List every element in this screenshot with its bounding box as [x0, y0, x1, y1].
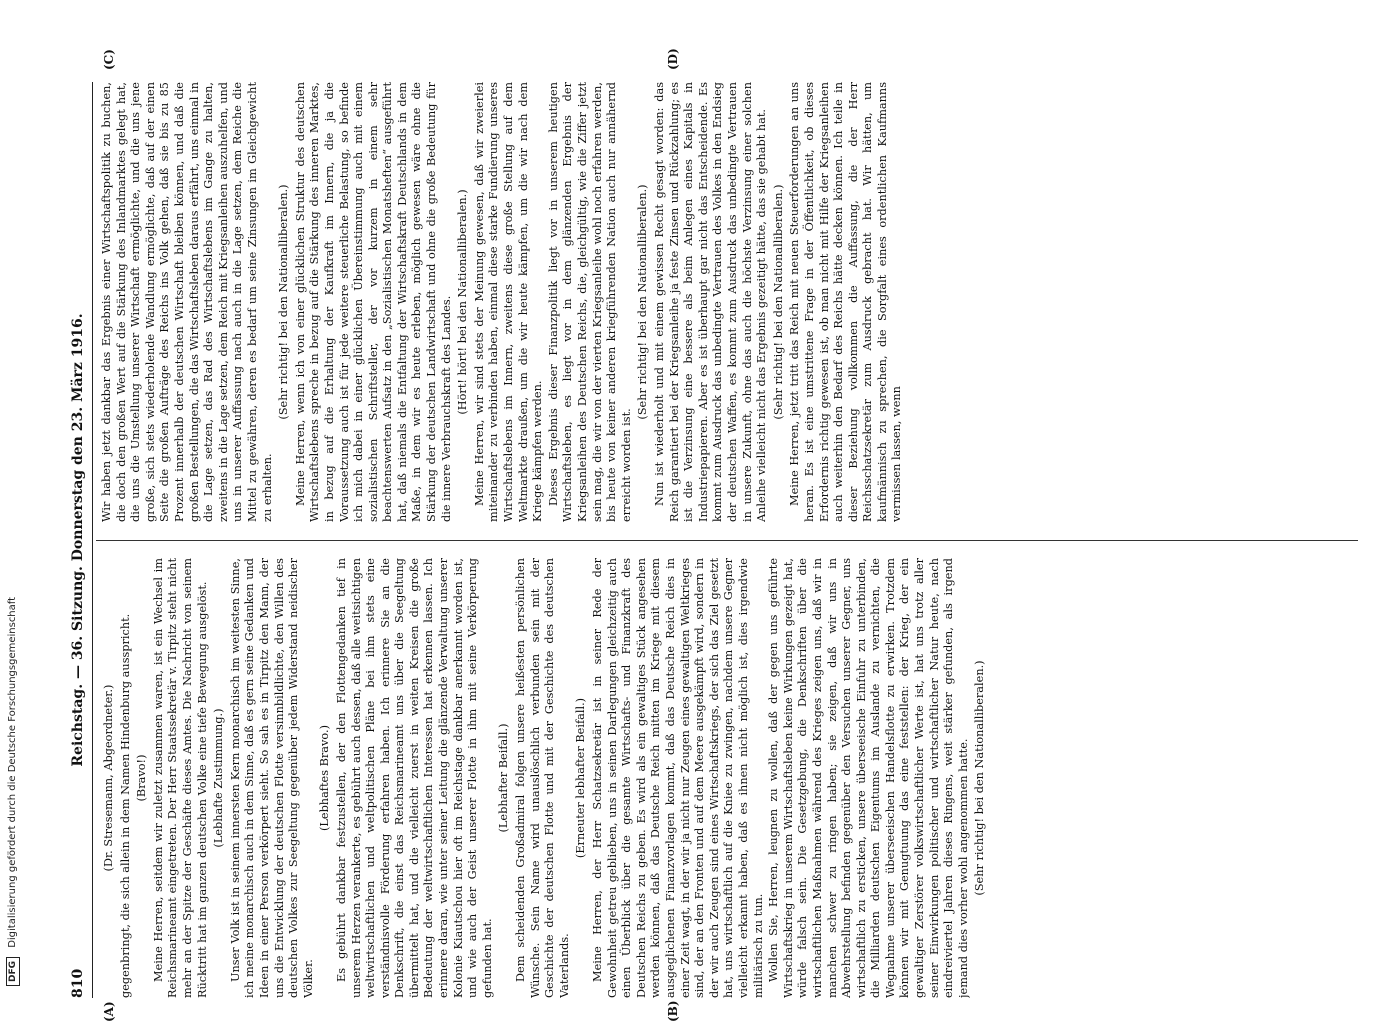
page-header — [66, 82, 93, 998]
paragraph: Meine Herren, wenn ich von einer glücklichen Struktur des deutschen Wirtschaftslebens spreche in bezug auf die Stärkung des inneren Marktes, in bezug auf die Erhaltung der Kaufkraft im Innern, die ja die Voraussetzung auch ist für jede weitere steuerliche Belastung, so befinde ich mich dabei in einer glücklichen Übereinstimmung auch mit einem sozialistischen Schriftsteller, der vor kurzem in einem sehr beachtenswerten Aufsatz in den „Sozialistischen Monatsheften“ ausgeführt hat, daß niemals die Entfaltung der Wirtschaftskraft Deutschlands in dem Maße, in dem wir es heute erleben, möglich gewesen wäre ohne die Stärkung der deutschen Landwirtschaft und ohne die große Bedeutung für die innere Verbrauchskraft des Landes. — [294, 82, 455, 522]
digitization-credit — [6, 56, 20, 986]
running-title: Reichstag. — 36. Sitzung. Donnerstag den 23. März 1916. — [70, 82, 86, 998]
paragraph: Dem scheidenden Großadmiral folgen unsere heißesten persönlichen Wünsche. Sein Name wird unauslöschlich verbunden sein mit der Geschichte der deutschen Flotte und mit der Geschichte des deutschen Vaterlands. — [514, 558, 572, 998]
reaction: (Sehr richtig! bei den Nationalliberalen.) — [973, 558, 988, 998]
reaction: (Hört! hört! bei den Nationalliberalen.) — [456, 82, 471, 522]
reaction: (Lebhafter Beifall.) — [497, 558, 512, 998]
paragraph: Meine Herren, der Herr Schatzsekretär ist in seiner Rede der Gewohnheit getreu geblieben, uns in seinen Darlegungen gleichzeitig auch einen Überblick über die gesamte Wirtschafts- und Finanzkraft des Deutschen Reichs zu geben. Es wird als ein gewaltiges Stück angesehen werden können, daß das Deutsche Reich mitten im Kriege mit diesem ausgeglichenen Finanzvorlagen kommt, daß das Deutsche Reich dies in einer Zeit wagt, in der wir ja nicht nur Zeugen eines gewaltigen Weltkrieges sind, der an den Fronten und auf dem Meere ausgekämpft wird, sondern in der wir auch Zeugen sind eines Wirtschaftskriegs, der sich das Ziel gesetzt hat, uns wirtschaftlich auf die Kniee zu zwingen, nachdem unsere Gegner vielleicht erkannt haben, daß es ihnen nicht möglich ist, dies irgendwie militärisch zu tun. — [591, 558, 766, 998]
reaction: (Lebhafte Zustimmung.) — [212, 558, 227, 998]
reaction: (Lebhaftes Bravo.) — [318, 558, 333, 998]
paragraph: Meine Herren, jetzt tritt das Reich mit neuen Steuerforderungen an uns heran. Es ist eine umstrittene Frage in der Öffentlichkeit, ob dieses Erfordernis richtig gewesen ist, ob man nicht mit Hilfe der Kriegsanleihen auch weiterhin den Bedarf des Reichs hätte decken können. Ich teile in dieser Beziehung vollkommen die Auffassung, die der Herr Reichsschatzsekretär zum Ausdruck gebracht hat. Wir hätten, um kaufmännisch zu sprechen, die Sorgfalt eines ordentlichen Kaufmanns vermissen lassen, wenn — [788, 82, 905, 522]
newspaper-page — [66, 82, 1362, 998]
paragraph: Dieses Ergebnis dieser Finanzpolitik liegt vor in unserem heutigen Wirtschaftsleben, es liegt vor in dem glänzenden Ergebnis der Kriegsanleihen des Deutschen Reichs, die, gleichgültig, wie die Ziffer jetzt sein mag, die wir von der vierten Kriegsanleihe wohl noch erfahren werden, bis heute von keiner anderen kriegführenden Nation auch nur annähernd erreicht worden ist. — [547, 82, 635, 522]
paragraph: Es gebührt dankbar festzustellen, der den Flottengedanken tief in unserem Herzen verankerte, es gebührt auch dessen, daß alle weitsichtigen weltwirtschaftlichen und weltpolitischen Pläne bei ihm stets eine verständnisvolle Förderung erfahren haben. Ich erinnere Sie an die Denkschrift, die einst das Reichsmarineamt uns über die Seegeltung übermittelt hat, und die vielleicht zuerst in weiten Kreisen die große Bedeutung der weltwirtschaftlichen Interessen hat erkennen lassen. Ich erinnere daran, wie unter seiner Leitung die glänzende Verwaltung unserer Kolonie Kiautschou hier oft im Reichstage dankbar anerkannt worden ist, und wie auch der Geist unserer Flotte in ihm mit seine Verkörperung gefunden hat. — [335, 558, 496, 998]
paragraph: Wir haben jetzt dankbar das Ergebnis einer Wirtschaftspolitik zu buchen, die doch den großen Wert auf die Stärkung des Inlandmarktes gelegt hat, die uns die Umstellung unserer Wirtschaft ermöglichte, und die uns jene große, sich stets wiederholende Wandlung ermöglichte, daß auf der einen Seite die großen Aufträge des Reichs ins Volk gehen, daß sie bis zu 85 Prozent innerhalb der deutschen Wirtschaft bleiben können, und daß die großen Bestellungen, die das Wirtschaftsleben daraus erfährt, uns einmal in die Lage setzen, das Rad des Wirtschaftslebens im Gange zu halten, zweitens in die Lage setzen, dem Reich mit Kriegsanleihen auszuhelfen, und uns in unserer Auffassung nach auch in die Lage setzen, dem Reiche die Mittel zu gewähren, deren es bedarf um seine Zinsungen im Gleichgewicht zu erhalten. — [100, 82, 275, 522]
column-divider — [96, 540, 1358, 541]
reaction: (Erneuter lebhafter Beifall.) — [574, 558, 589, 998]
paragraph: gegenbringt, die sich allein in dem Namen Hindenburg ausspricht. — [119, 558, 134, 998]
reaction: (Bravo!) — [135, 558, 150, 998]
margin-mark-b: (B) — [666, 1001, 680, 1022]
credit-text: Digitalisierung gefördert durch die Deutsche Forschungsgemeinschaft — [7, 597, 18, 948]
margin-mark-c: (C) — [102, 49, 116, 70]
reaction: (Sehr richtig! bei den Nationalliberalen.) — [636, 82, 651, 522]
margin-mark-a: (A) — [102, 1001, 116, 1022]
right-column — [100, 82, 1356, 522]
reaction: (Sehr richtig! bei den Nationalliberalen.) — [772, 82, 787, 522]
speaker-intro: (Dr. Stresemann, Abgeordneter.) — [102, 558, 117, 998]
paragraph: Unser Volk ist in seinem innersten Kern monarchisch im weitesten Sinne, ich meine monarchisch auch in dem Sinne, daß es gern seine Gedanken und Ideen in einer Person verkörpert sieht. So sah es in Tirpitz den Mann, der uns die Entwicklung der deutschen Flotte versinnbildlichte, den Willen des deutschen Volkes zur Seegeltung gegenüber jedem Widerstand neidischer Völker. — [229, 558, 317, 998]
paragraph: Wollen Sie, Herren, leugnen zu wollen, daß der gegen uns geführte Wirtschaftskrieg in unserem Wirtschaftsleben keine Wirkungen gezeigt hat, würde falsch sein. Die Gesetzgebung, die Denkschriften über die wirtschaftlichen Maßnahmen während des Krieges zeigen uns, daß wir in manchen schwer zu ringen haben; sie zeigen, daß wir uns in Abwehrstellung befinden gegenüber den Versuchen unserer Gegner, uns wirtschaftlich zu ersticken, unsere überseeische Einfuhr zu unterbinden, die Milliarden deutschen Eigentums im Auslande zu vernichten, die Wegnahme unserer überseeischen Handelsflotte zu erwirken. Trotzdem können wir mit Genugtuung das eine feststellen: der Krieg, der ein gewaltiger Zerstörer volkswirtschaftlicher Werte ist, hat uns trotz aller seiner Einwirkungen politischer und wirtschaftlicher Natur heute, nach eindreiviertel Jahren dieses Ringens, weit stärker gefunden, als irgend jemand dies vorher wohl angenommen hatte. — [767, 558, 971, 998]
dfg-logo: DFG — [6, 957, 20, 986]
page-number: 810 — [70, 969, 86, 998]
paragraph: Meine Herren, wir sind stets der Meinung gewesen, daß wir zweierlei miteinander zu verbinden haben, einmal diese starke Fundierung unseres Wirtschaftslebens im Innern, zweitens diese große Stellung auf dem Weltmarkte draußen, um die wir heute kämpfen, um die wir nach dem Kriege kämpfen werden. — [473, 82, 546, 522]
margin-mark-d: (D) — [666, 48, 680, 70]
paragraph: Meine Herren, seitdem wir zuletzt zusammen waren, ist ein Wechsel im Reichsmarineamt eingetreten. Der Herr Staatssekretär v. Tirpitz steht nicht mehr an der Spitze der Geschäfte dieses Amtes. Die Nachricht von seinem Rücktritt hat im ganzen deutschen Volke eine tiefe Bewegung ausgelöst. — [152, 558, 210, 998]
left-column — [100, 558, 1356, 998]
reaction: (Sehr richtig! bei den Nationalliberalen.) — [277, 82, 292, 522]
paragraph: Nun ist wiederholt und mit einem gewissen Recht gesagt worden: das Reich garantiert bei der Kriegsanleihe ja feste Zinsen und Rückzahlung; es ist die Verzinsung eine bessere als beim Anlegen eines Kapitals in Industriepapieren. Aber es ist überhaupt gar nicht das Entscheidende. Es kommt zum Ausdruck das unbedingte Vertrauen des Volkes in den Endsieg der deutschen Waffen, es kommt zum Ausdruck das unbedingte Vertrauen in unsere Zukunft, ohne das auch die höchste Verzinsung einer solchen Anleihe vielleicht nicht das Ergebnis gezeitigt hätte, das sie gehabt hat. — [653, 82, 770, 522]
